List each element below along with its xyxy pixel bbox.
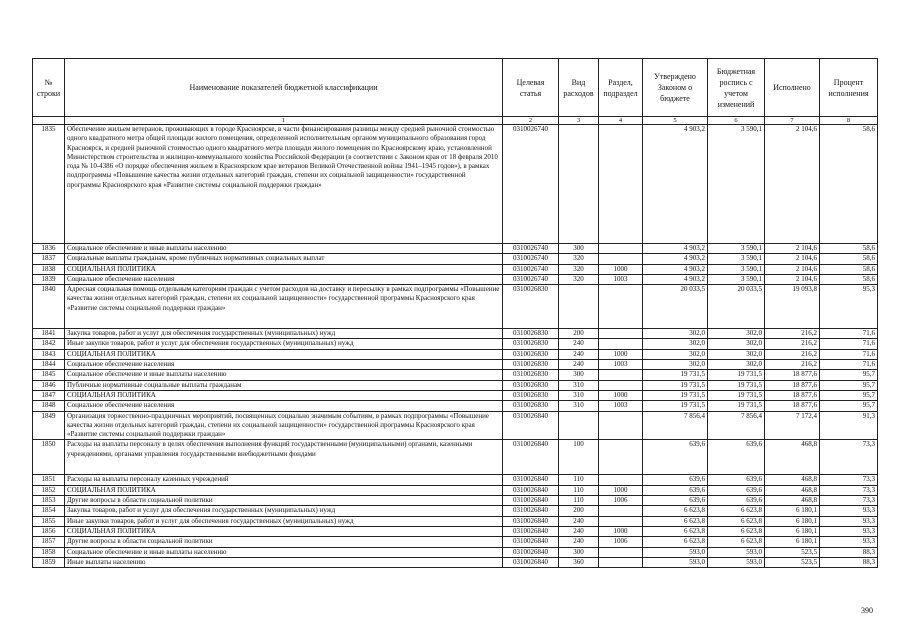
cell-utv: 6 623,8 xyxy=(643,526,708,536)
cell-name: Социальное обеспечение населения xyxy=(65,360,503,370)
cell-isp: 2 104,6 xyxy=(765,244,820,254)
cell-bud: 19 731,5 xyxy=(708,401,765,411)
cell-bud: 593,0 xyxy=(708,557,765,567)
cell-num: 1850 xyxy=(33,440,65,475)
cell-isp: 2 104,6 xyxy=(765,274,820,284)
cell-isp: 18 877,6 xyxy=(765,390,820,400)
cell-name: Социальное обеспечение населения xyxy=(65,401,503,411)
cell-num: 1840 xyxy=(33,285,65,329)
cell-ct: 0310026830 xyxy=(503,285,559,329)
header-name: Наименование показателей бюджетной классификации xyxy=(65,59,503,117)
cell-utv: 20 033,5 xyxy=(643,285,708,329)
cell-num: 1852 xyxy=(33,485,65,495)
cell-name: Иные закупки товаров, работ и услуг для обеспечения государственных (муниципальных) нужд xyxy=(65,339,503,349)
header-rz: Раздел, подраздел xyxy=(599,59,643,117)
cell-ct: 0310026830 xyxy=(503,390,559,400)
cell-vr: 240 xyxy=(559,360,599,370)
cell-ct: 0310026840 xyxy=(503,485,559,495)
table-row xyxy=(33,254,878,264)
cell-vr xyxy=(559,125,599,244)
header-target: Целевая статья xyxy=(503,59,559,117)
cell-utv: 4 903,2 xyxy=(643,254,708,264)
cell-bud: 302,0 xyxy=(708,349,765,359)
cell-utv: 302,0 xyxy=(643,349,708,359)
cell-utv: 19 731,5 xyxy=(643,380,708,390)
cell-ct: 0310026830 xyxy=(503,360,559,370)
header-row xyxy=(33,59,878,117)
cell-vr: 110 xyxy=(559,485,599,495)
cell-isp: 468,8 xyxy=(765,496,820,506)
cell-bud: 6 623,8 xyxy=(708,526,765,536)
cell-utv: 4 903,2 xyxy=(643,274,708,284)
cell-utv: 593,0 xyxy=(643,547,708,557)
cell-isp: 2 104,6 xyxy=(765,264,820,274)
cell-name: Другие вопросы в области социальной политики xyxy=(65,496,503,506)
cell-utv: 639,6 xyxy=(643,475,708,485)
cell-pct: 93,3 xyxy=(820,526,878,536)
cell-ct: 0310026740 xyxy=(503,244,559,254)
budget-table xyxy=(32,58,878,568)
cell-num: 1855 xyxy=(33,516,65,526)
cell-rz xyxy=(599,339,643,349)
cell-ct: 0310026740 xyxy=(503,254,559,264)
cell-vr: 310 xyxy=(559,390,599,400)
cell-num: 1842 xyxy=(33,339,65,349)
cell-pct: 71,6 xyxy=(820,360,878,370)
cell-vr: 240 xyxy=(559,526,599,536)
cell-bud: 3 590,1 xyxy=(708,244,765,254)
cell-pct: 95,7 xyxy=(820,370,878,380)
cell-num: 1836 xyxy=(33,244,65,254)
table-row xyxy=(33,496,878,506)
cell-bud: 6 623,8 xyxy=(708,506,765,516)
column-number: 3 xyxy=(559,117,599,125)
cell-vr: 320 xyxy=(559,254,599,264)
cell-vr: 240 xyxy=(559,349,599,359)
cell-num: 1841 xyxy=(33,329,65,339)
column-number: 4 xyxy=(599,117,643,125)
cell-isp: 19 093,8 xyxy=(765,285,820,329)
cell-ct: 0310026740 xyxy=(503,125,559,244)
table-row xyxy=(33,547,878,557)
cell-vr: 200 xyxy=(559,329,599,339)
table-row xyxy=(33,557,878,567)
cell-pct: 93,3 xyxy=(820,537,878,547)
cell-pct: 88,3 xyxy=(820,547,878,557)
cell-rz xyxy=(599,557,643,567)
cell-bud: 302,0 xyxy=(708,329,765,339)
cell-isp: 7 172,4 xyxy=(765,411,820,440)
cell-name: Закупка товаров, работ и услуг для обеспечения государственных (муниципальных) нужд xyxy=(65,329,503,339)
cell-vr: 200 xyxy=(559,506,599,516)
cell-name: Социальные выплаты гражданам, кроме публичных нормативных социальных выплат xyxy=(65,254,503,264)
cell-utv: 639,6 xyxy=(643,496,708,506)
cell-rz xyxy=(599,254,643,264)
cell-name: Закупка товаров, работ и услуг для обеспечения государственных (муниципальных) нужд xyxy=(65,506,503,516)
cell-ct: 0310026830 xyxy=(503,339,559,349)
cell-rz xyxy=(599,411,643,440)
cell-vr: 320 xyxy=(559,264,599,274)
cell-rz: 1003 xyxy=(599,401,643,411)
cell-isp: 468,8 xyxy=(765,475,820,485)
cell-vr xyxy=(559,285,599,329)
cell-pct: 73,3 xyxy=(820,496,878,506)
table-row xyxy=(33,380,878,390)
cell-name: СОЦИАЛЬНАЯ ПОЛИТИКА xyxy=(65,264,503,274)
cell-pct: 95,7 xyxy=(820,401,878,411)
cell-ct: 0310026840 xyxy=(503,557,559,567)
cell-utv: 302,0 xyxy=(643,329,708,339)
cell-ct: 0310026840 xyxy=(503,516,559,526)
cell-num: 1837 xyxy=(33,254,65,264)
cell-isp: 523,5 xyxy=(765,557,820,567)
column-number: 6 xyxy=(708,117,765,125)
cell-vr: 240 xyxy=(559,339,599,349)
cell-rz xyxy=(599,125,643,244)
cell-utv: 302,0 xyxy=(643,360,708,370)
cell-bud: 3 590,1 xyxy=(708,254,765,264)
cell-ct: 0310026840 xyxy=(503,526,559,536)
cell-vr: 310 xyxy=(559,380,599,390)
table-row xyxy=(33,440,878,475)
cell-isp: 216,2 xyxy=(765,360,820,370)
cell-name: Публичные нормативные социальные выплаты гражданам xyxy=(65,380,503,390)
cell-rz: 1006 xyxy=(599,537,643,547)
cell-vr: 100 xyxy=(559,440,599,475)
cell-num: 1835 xyxy=(33,125,65,244)
cell-pct: 58,6 xyxy=(820,125,878,244)
cell-utv: 6 623,8 xyxy=(643,516,708,526)
cell-ct: 0310026840 xyxy=(503,537,559,547)
table-row xyxy=(33,516,878,526)
cell-rz: 1000 xyxy=(599,390,643,400)
cell-vr: 110 xyxy=(559,475,599,485)
cell-ct: 0310026840 xyxy=(503,496,559,506)
cell-bud: 20 033,5 xyxy=(708,285,765,329)
cell-num: 1859 xyxy=(33,557,65,567)
table-row xyxy=(33,125,878,244)
cell-pct: 93,3 xyxy=(820,516,878,526)
cell-pct: 71,6 xyxy=(820,339,878,349)
cell-pct: 71,6 xyxy=(820,329,878,339)
header-num: № строки xyxy=(33,59,65,117)
cell-rz xyxy=(599,440,643,475)
cell-bud: 3 590,1 xyxy=(708,274,765,284)
header-budget: Бюджетная роспись с учетом изменений xyxy=(708,59,765,117)
cell-isp: 216,2 xyxy=(765,349,820,359)
table-row xyxy=(33,339,878,349)
cell-bud: 3 590,1 xyxy=(708,264,765,274)
cell-bud: 302,0 xyxy=(708,360,765,370)
cell-utv: 19 731,5 xyxy=(643,401,708,411)
table-row xyxy=(33,401,878,411)
cell-name: Расходы на выплаты персоналу в целях обеспечения выполнения функций государственными (муниципальными) органами, казенными учреждениями, органами управления государственными внебюджетными фондами xyxy=(65,440,503,475)
column-number xyxy=(33,117,65,125)
cell-isp: 216,2 xyxy=(765,339,820,349)
cell-rz: 1000 xyxy=(599,526,643,536)
cell-rz xyxy=(599,370,643,380)
cell-rz xyxy=(599,475,643,485)
cell-isp: 468,8 xyxy=(765,440,820,475)
cell-bud: 19 731,5 xyxy=(708,390,765,400)
header-executed: Исполнено xyxy=(765,59,820,117)
table-row xyxy=(33,360,878,370)
cell-vr: 240 xyxy=(559,516,599,526)
cell-bud: 19 731,5 xyxy=(708,380,765,390)
cell-utv: 4 903,2 xyxy=(643,244,708,254)
cell-isp: 6 180,1 xyxy=(765,506,820,516)
cell-isp: 18 877,6 xyxy=(765,380,820,390)
cell-bud: 6 623,8 xyxy=(708,537,765,547)
cell-utv: 639,6 xyxy=(643,485,708,495)
cell-name: Иные выплаты населению xyxy=(65,557,503,567)
cell-rz: 1000 xyxy=(599,264,643,274)
cell-bud: 7 856,4 xyxy=(708,411,765,440)
cell-pct: 95,3 xyxy=(820,285,878,329)
cell-name: Адресная социальная помощь отдельным категориям граждан с учетом расходов на доставку и пересылку в рамках подпрограммы «Повышение качества жизни отдельных категорий граждан, степени их социальной защищенности» государственной программы Красноярского края «Развитие системы социальной поддержки граждан» xyxy=(65,285,503,329)
cell-num: 1857 xyxy=(33,537,65,547)
cell-isp: 6 180,1 xyxy=(765,526,820,536)
cell-num: 1856 xyxy=(33,526,65,536)
cell-vr: 320 xyxy=(559,274,599,284)
cell-bud: 639,6 xyxy=(708,496,765,506)
cell-ct: 0310026840 xyxy=(503,475,559,485)
cell-rz: 1003 xyxy=(599,274,643,284)
cell-name: Обеспечение жильем ветеранов, проживающих в городе Красноярске, в части финансирования разницы между средней рыночной стоимостью одного квадратного метра общей площади жилого помещения, определенной исполнительным органом муниципального образования город Красноярск, и средней рыночной стоимостью одного квадратного метра площади жилого помещения по Красноярскому краю, установленной Министерством строительства и жилищно-коммунального хозяйства Российской Федерации (в соответствии с Законом края от 18 февраля 2010 года № 10-4386 «О порядке обеспечения жильем в Красноярском крае ветеранов Великой Отечественной войны 1941–1945 годов»), в рамках подпрограммы «Повышение качества жизни отдельных категорий граждан, степени их социальной защищенности» государственной программы Красноярского края «Развитие системы социальной поддержки граждан» xyxy=(65,125,503,244)
cell-isp: 6 180,1 xyxy=(765,516,820,526)
cell-num: 1854 xyxy=(33,506,65,516)
cell-utv: 6 623,8 xyxy=(643,506,708,516)
cell-rz: 1003 xyxy=(599,360,643,370)
table-row xyxy=(33,329,878,339)
cell-vr: 240 xyxy=(559,537,599,547)
cell-utv: 19 731,5 xyxy=(643,390,708,400)
cell-num: 1848 xyxy=(33,401,65,411)
cell-utv: 6 623,8 xyxy=(643,537,708,547)
cell-name: Организация торжественно-праздничных мероприятий, посвященных социально значимым событиям, в рамках подпрограммы «Повышение качества жизни отдельных категорий граждан, степени их социальной защищенности» государственной программы Красноярского края «Развитие системы социальной поддержки граждан» xyxy=(65,411,503,440)
cell-num: 1844 xyxy=(33,360,65,370)
cell-utv: 19 731,5 xyxy=(643,370,708,380)
cell-ct: 0310026840 xyxy=(503,506,559,516)
table-row xyxy=(33,349,878,359)
cell-isp: 2 104,6 xyxy=(765,254,820,264)
cell-name: Расходы на выплаты персоналу казенных учреждений xyxy=(65,475,503,485)
cell-pct: 95,7 xyxy=(820,380,878,390)
header-percent: Процент исполнения xyxy=(820,59,878,117)
cell-vr xyxy=(559,411,599,440)
cell-num: 1845 xyxy=(33,370,65,380)
table-row xyxy=(33,537,878,547)
cell-isp: 6 180,1 xyxy=(765,537,820,547)
table-row xyxy=(33,244,878,254)
header-vr: Вид расходов xyxy=(559,59,599,117)
cell-pct: 73,3 xyxy=(820,485,878,495)
table-row xyxy=(33,411,878,440)
cell-utv: 593,0 xyxy=(643,557,708,567)
cell-name: Другие вопросы в области социальной политики xyxy=(65,537,503,547)
table-row xyxy=(33,506,878,516)
cell-ct: 0310026830 xyxy=(503,329,559,339)
cell-vr: 300 xyxy=(559,370,599,380)
cell-bud: 639,6 xyxy=(708,440,765,475)
cell-name: Социальное обеспечение и иные выплаты населению xyxy=(65,547,503,557)
page-number: 390 xyxy=(861,606,873,615)
table-row xyxy=(33,285,878,329)
cell-pct: 58,6 xyxy=(820,274,878,284)
cell-pct: 93,3 xyxy=(820,506,878,516)
cell-bud: 639,6 xyxy=(708,485,765,495)
cell-rz xyxy=(599,380,643,390)
cell-ct: 0310026830 xyxy=(503,370,559,380)
cell-ct: 0310026830 xyxy=(503,401,559,411)
cell-bud: 3 590,1 xyxy=(708,125,765,244)
cell-pct: 95,7 xyxy=(820,390,878,400)
cell-num: 1839 xyxy=(33,274,65,284)
column-number: 5 xyxy=(643,117,708,125)
cell-pct: 58,6 xyxy=(820,244,878,254)
cell-vr: 360 xyxy=(559,557,599,567)
table-row xyxy=(33,274,878,284)
cell-ct: 0310026740 xyxy=(503,264,559,274)
cell-name: СОЦИАЛЬНАЯ ПОЛИТИКА xyxy=(65,485,503,495)
cell-pct: 88,3 xyxy=(820,557,878,567)
cell-num: 1843 xyxy=(33,349,65,359)
cell-num: 1858 xyxy=(33,547,65,557)
column-number-row xyxy=(33,117,878,125)
cell-rz: 1006 xyxy=(599,496,643,506)
cell-ct: 0310026840 xyxy=(503,440,559,475)
cell-num: 1851 xyxy=(33,475,65,485)
cell-name: СОЦИАЛЬНАЯ ПОЛИТИКА xyxy=(65,526,503,536)
cell-bud: 593,0 xyxy=(708,547,765,557)
cell-isp: 468,8 xyxy=(765,485,820,495)
cell-num: 1846 xyxy=(33,380,65,390)
cell-name: СОЦИАЛЬНАЯ ПОЛИТИКА xyxy=(65,349,503,359)
cell-ct: 0310026830 xyxy=(503,349,559,359)
table-row xyxy=(33,526,878,536)
cell-vr: 300 xyxy=(559,244,599,254)
cell-name: Социальное обеспечение и иные выплаты населению xyxy=(65,370,503,380)
cell-name: СОЦИАЛЬНАЯ ПОЛИТИКА xyxy=(65,390,503,400)
cell-isp: 18 877,6 xyxy=(765,370,820,380)
cell-vr: 310 xyxy=(559,401,599,411)
column-number: 8 xyxy=(820,117,878,125)
table-row xyxy=(33,485,878,495)
cell-bud: 639,6 xyxy=(708,475,765,485)
cell-name: Социальное обеспечение и иные выплаты населению xyxy=(65,244,503,254)
table-row xyxy=(33,475,878,485)
cell-pct: 58,6 xyxy=(820,254,878,264)
table-row xyxy=(33,390,878,400)
cell-rz xyxy=(599,244,643,254)
cell-ct: 0310026840 xyxy=(503,547,559,557)
cell-isp: 2 104,6 xyxy=(765,125,820,244)
header-approved: Утверждено Законом о бюджете xyxy=(643,59,708,117)
cell-ct: 0310026830 xyxy=(503,380,559,390)
cell-ct: 0310026740 xyxy=(503,274,559,284)
cell-rz xyxy=(599,329,643,339)
cell-num: 1847 xyxy=(33,390,65,400)
cell-rz xyxy=(599,547,643,557)
cell-vr: 300 xyxy=(559,547,599,557)
cell-vr: 110 xyxy=(559,496,599,506)
cell-name: Иные закупки товаров, работ и услуг для обеспечения государственных (муниципальных) нужд xyxy=(65,516,503,526)
cell-bud: 302,0 xyxy=(708,339,765,349)
table-body xyxy=(33,125,878,568)
cell-name: Социальное обеспечение населения xyxy=(65,274,503,284)
cell-isp: 216,2 xyxy=(765,329,820,339)
column-number: 2 xyxy=(503,117,559,125)
cell-pct: 71,6 xyxy=(820,349,878,359)
cell-isp: 18 877,6 xyxy=(765,401,820,411)
cell-num: 1853 xyxy=(33,496,65,506)
table-row xyxy=(33,370,878,380)
table-row xyxy=(33,264,878,274)
cell-utv: 4 903,2 xyxy=(643,125,708,244)
cell-rz: 1000 xyxy=(599,485,643,495)
cell-bud: 6 623,8 xyxy=(708,516,765,526)
cell-utv: 302,0 xyxy=(643,339,708,349)
column-number: 7 xyxy=(765,117,820,125)
cell-rz xyxy=(599,506,643,516)
cell-utv: 639,6 xyxy=(643,440,708,475)
cell-pct: 73,3 xyxy=(820,475,878,485)
cell-pct: 91,3 xyxy=(820,411,878,440)
column-number: 1 xyxy=(65,117,503,125)
cell-num: 1838 xyxy=(33,264,65,274)
cell-rz: 1000 xyxy=(599,349,643,359)
cell-rz xyxy=(599,516,643,526)
cell-pct: 58,6 xyxy=(820,264,878,274)
cell-isp: 523,5 xyxy=(765,547,820,557)
cell-utv: 4 903,2 xyxy=(643,264,708,274)
cell-rz xyxy=(599,285,643,329)
cell-pct: 73,3 xyxy=(820,440,878,475)
cell-utv: 7 856,4 xyxy=(643,411,708,440)
cell-num: 1849 xyxy=(33,411,65,440)
cell-bud: 19 731,5 xyxy=(708,370,765,380)
cell-ct: 0310026840 xyxy=(503,411,559,440)
